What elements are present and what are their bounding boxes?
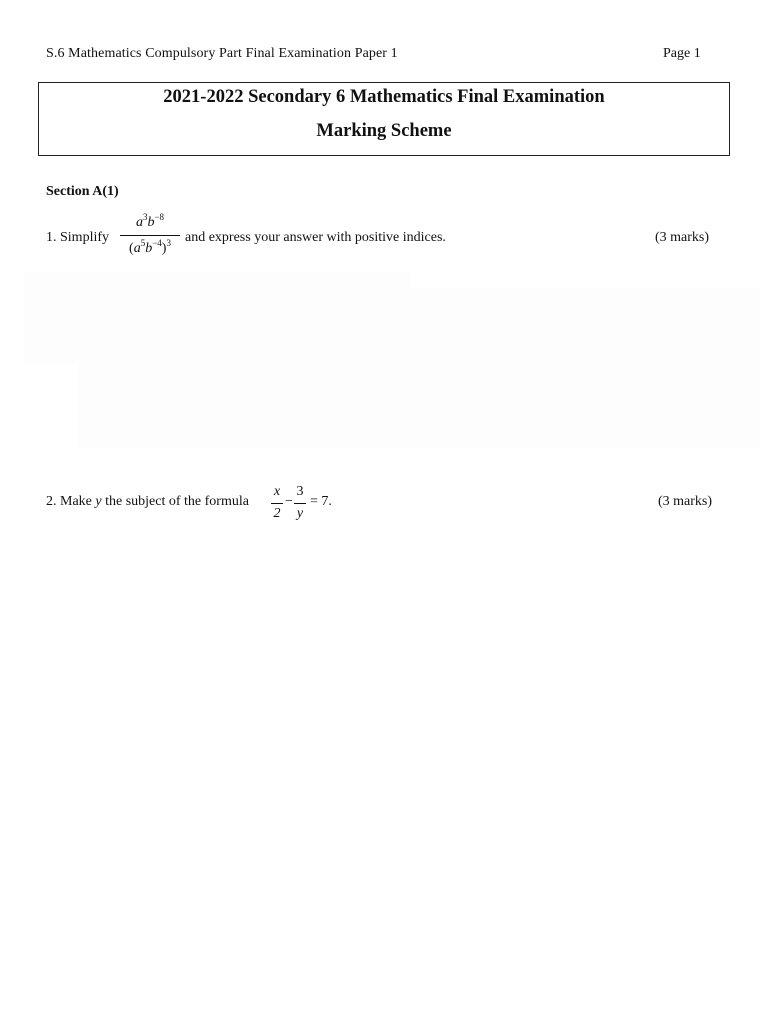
title-box xyxy=(38,82,730,156)
fraction-1-numerator: x xyxy=(273,484,281,499)
question-1-number: 1. xyxy=(46,230,57,245)
expression-numerator: $a^3b^{-8}$ xyxy=(135,212,165,230)
paper-title-header: S.6 Mathematics Compulsory Part Final Examination Paper 1 xyxy=(46,46,398,61)
question-1-marks: (3 marks) xyxy=(655,230,710,245)
formula-operator: − xyxy=(285,494,293,509)
question-1-suffix: and express your answer with positive indices. xyxy=(185,230,446,245)
fraction-bar xyxy=(120,235,180,236)
question-1-expression xyxy=(120,212,180,258)
question-2-variable: y xyxy=(95,494,102,509)
fraction-1-denominator: 2 xyxy=(273,506,281,521)
question-1-prefix: Simplify xyxy=(60,230,110,245)
expression-denominator: $(a^5b^{-4})^3$ xyxy=(129,238,171,256)
fraction-1-bar xyxy=(271,503,283,504)
question-2-middle: the subject of the formula xyxy=(105,494,249,509)
fraction-2-bar xyxy=(294,503,306,504)
question-2-number: 2. xyxy=(46,494,57,509)
answer-area-faded-main xyxy=(78,288,760,448)
question-2-prefix: Make xyxy=(60,494,92,509)
formula-fraction-1 xyxy=(271,484,283,524)
question-2-marks: (3 marks) xyxy=(658,494,713,509)
fraction-2-denominator: y xyxy=(296,506,304,521)
question-1 xyxy=(46,230,109,246)
page-number: Page 1 xyxy=(663,46,701,61)
question-2 xyxy=(46,494,249,510)
fraction-2-numerator: 3 xyxy=(296,484,304,499)
marking-scheme-subtitle: Marking Scheme xyxy=(316,121,452,141)
section-heading: Section A(1) xyxy=(46,184,119,199)
formula-equals: = 7. xyxy=(310,494,332,509)
exam-title: 2021-2022 Secondary 6 Mathematics Final Examination xyxy=(163,87,605,107)
formula-fraction-2 xyxy=(294,484,306,524)
